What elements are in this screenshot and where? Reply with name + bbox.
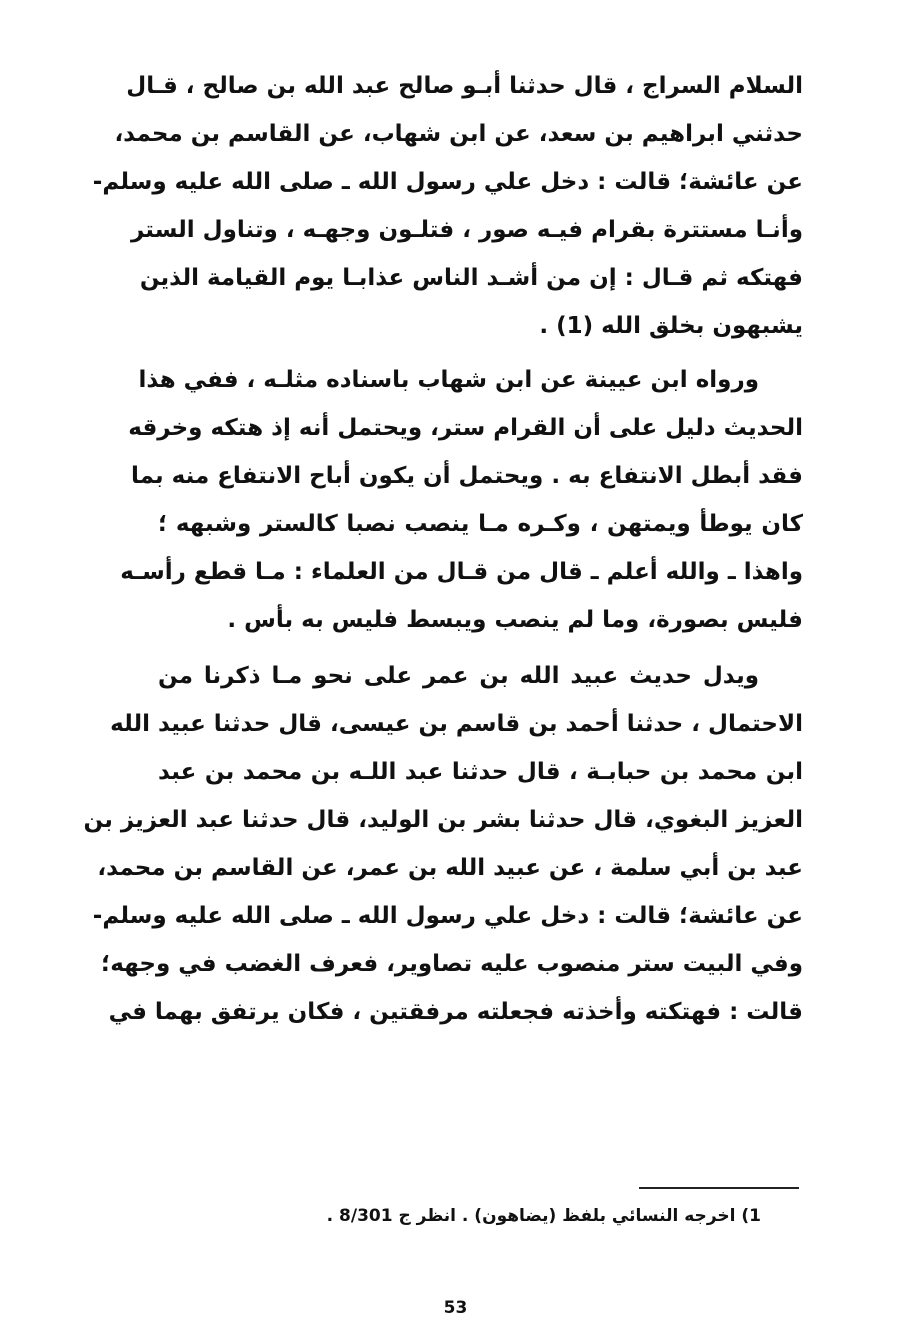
text-line: واهذا ـ والله أعلم ـ قال من قـال من العلماء : مـا قطع رأسـه — [120, 559, 803, 585]
text-line: الاحتمال ، حدثنا أحمد بن قاسم بن عيسى، قال حدثنا عبيد الله — [110, 711, 803, 737]
text-line: الحديث دليل على أن القرام ستر، ويحتمل أنه إذ هتكه وخرقه — [128, 415, 803, 441]
text-line: فهتكه ثم قـال : إن من أشـد الناس عذابـا يوم القيامة الذين — [139, 265, 803, 291]
paragraph-2 — [120, 356, 803, 644]
text-line: وأنـا مستترة بقرام فيـه صور ، فتلـون وجهـه ، وتناول الستر — [131, 217, 803, 243]
text-line: عن عائشة؛ قالت : دخل علي رسول الله ـ صلى الله عليه وسلم- — [92, 169, 803, 195]
paragraph-1 — [92, 62, 803, 350]
page-number: 53 — [443, 1298, 468, 1318]
text-line: قالت : فهتكته وأخذته فجعلته مرفقتين ، فكان يرتفق بهما في — [108, 999, 803, 1025]
text-line: يشبهون بخلق الله (1) . — [539, 313, 803, 339]
text-line: السلام السراج ، قال حدثنا أبـو صالح عبد الله بن صالح ، قـال — [126, 73, 803, 99]
text-line: فليس بصورة، وما لم ينصب ويبسط فليس به بأس . — [227, 607, 803, 633]
paragraph-3 — [83, 652, 803, 1036]
text-line: ويدل حديث عبيد الله بن عمر على نحو مـا ذكرنا من — [158, 663, 759, 689]
footnote-divider — [639, 1187, 799, 1189]
text-line: العزيز البغوي، قال حدثنا بشر بن الوليد، قال حدثنا عبد العزيز بن — [83, 807, 803, 833]
text-line: عبد بن أبي سلمة ، عن عبيد الله بن عمر، عن القاسم بن محمد، — [97, 855, 803, 881]
text-line: فقد أبطل الانتفاع به . ويحتمل أن يكون أباح الانتفاع منه بما — [130, 463, 803, 489]
text-line: عن عائشة؛ قالت : دخل علي رسول الله ـ صلى الله عليه وسلم- — [92, 903, 803, 929]
text-line: ورواه ابن عيينة عن ابن شهاب باسناده مثلـه ، ففي هذا — [138, 367, 759, 393]
text-line: ابن محمد بن حبابـة ، قال حدثنا عبد اللـه بن محمد بن عبد — [158, 759, 803, 785]
text-line: وفي البيت ستر منصوب عليه تصاوير، فعرف الغضب في وجهه؛ — [101, 951, 803, 977]
text-line: حدثني ابراهيم بن سعد، عن ابن شهاب، عن القاسم بن محمد، — [114, 121, 803, 147]
footnote: 1) اخرجه النسائي بلفظ (يضاهون) . انظر ج 8/301 . — [326, 1206, 761, 1226]
text-line: كان يوطأ ويمتهن ، وكـره مـا ينصب نصبا كالستر وشبهه ؛ — [158, 511, 803, 537]
